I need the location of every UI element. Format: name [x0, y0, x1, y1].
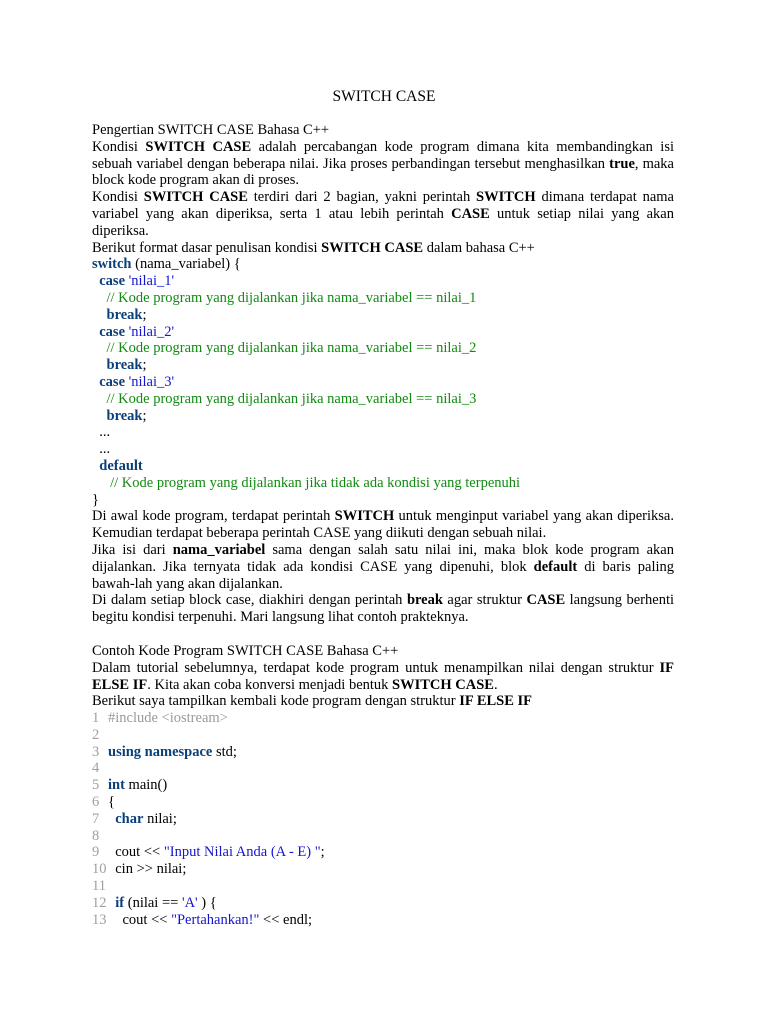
section1-explanation	[92, 508, 674, 626]
paragraph	[92, 139, 674, 189]
code-text: std;	[212, 743, 237, 760]
code-line	[92, 811, 674, 828]
code-keyword: default	[99, 457, 143, 474]
text-run: Di awal kode program, terdapat perintah	[92, 508, 335, 525]
code-line	[92, 895, 674, 912]
code-line	[92, 408, 674, 425]
code-text: cout <<	[108, 844, 164, 861]
text-run: Di dalam setiap block case, diakhiri dengan perintah	[92, 592, 407, 609]
bold-text: CASE	[526, 592, 566, 609]
code-keyword: if	[115, 894, 125, 911]
paragraph	[92, 542, 674, 592]
spacer	[92, 626, 674, 643]
code-keyword: switch	[92, 256, 132, 273]
code-string: "Input Nilai Anda (A - E) "	[163, 844, 321, 861]
text-run: di baris paling bawah-lah yang akan dijalankan.	[92, 558, 674, 592]
bold-text: IF ELSE IF	[92, 659, 674, 693]
code-keyword: int	[108, 777, 125, 794]
paragraph	[92, 508, 674, 542]
code-text: ;	[142, 306, 147, 323]
code-text	[92, 408, 107, 424]
code-line	[92, 760, 674, 777]
line-number: 9	[92, 844, 100, 861]
text-run: Kondisi	[92, 189, 144, 206]
code-text: (nama_variabel) {	[131, 256, 241, 273]
code-text	[92, 391, 107, 407]
code-line	[92, 727, 674, 744]
text-run: Berikut saya tampilkan kembali kode program dengan struktur	[92, 693, 460, 710]
code-text: << endl;	[259, 911, 313, 928]
code-line	[92, 340, 674, 357]
bold-text: SWITCH	[334, 508, 395, 525]
code-string: 'A'	[181, 894, 198, 911]
text-run: , maka block kode program akan di proses.	[92, 155, 674, 189]
document-body	[92, 122, 674, 928]
code-comment: // Kode program yang dijalankan jika tidak ada kondisi yang terpenuhi	[110, 474, 521, 491]
text-run: adalah percabangan kode program dimana kita membandingkan isi sebuah variabel dengan beberapa nilai. Jika proses perbandingan tersebut menghasilkan	[92, 138, 675, 172]
code-line	[92, 441, 674, 458]
code-line	[92, 744, 674, 761]
code-text: cin >> nilai;	[108, 861, 187, 878]
code-keyword: case	[99, 273, 126, 290]
line-number: 2	[92, 726, 100, 743]
code-line	[92, 357, 674, 374]
code-line	[92, 256, 674, 273]
code-line	[92, 828, 674, 845]
code-line	[92, 458, 674, 475]
code-line	[92, 273, 674, 290]
line-number: 11	[92, 878, 106, 895]
code-text: ) {	[197, 894, 217, 911]
paragraph	[92, 592, 674, 626]
bold-text: SWITCH CASE	[145, 138, 252, 155]
code-keyword: break	[106, 407, 143, 424]
text-run: Dalam tutorial sebelumnya, terdapat kode program untuk menampilkan nilai dengan struktur	[92, 659, 660, 676]
bold-text: CASE	[451, 205, 490, 222]
line-number: 3	[92, 743, 100, 760]
bold-text: break	[406, 592, 443, 609]
code-text: ...	[92, 441, 111, 458]
code-comment: // Kode program yang dijalankan jika nama_variabel == nilai_1	[106, 289, 477, 306]
code-line	[92, 374, 674, 391]
bold-text: true	[609, 155, 635, 172]
line-number: 1	[92, 710, 100, 727]
code-string: 'nilai_3'	[125, 373, 175, 390]
line-number: 12	[92, 894, 107, 911]
bold-text: default	[533, 558, 578, 575]
code-comment: // Kode program yang dijalankan jika nama_variabel == nilai_3	[106, 390, 477, 407]
code-text	[92, 290, 107, 306]
code-text: #include <iostream>	[108, 710, 228, 727]
section1-intro	[92, 139, 674, 257]
code-text	[92, 357, 107, 373]
text-run: untuk setiap nilai yang akan diperiksa.	[92, 205, 674, 239]
line-number: 6	[92, 794, 100, 811]
paragraph	[92, 660, 674, 694]
code-text: {	[108, 794, 115, 811]
text-run: dimana terdapat nama variabel yang akan diperiksa, serta 1 atau lebih perintah	[92, 189, 674, 222]
code-text: ;	[320, 844, 325, 861]
paragraph	[92, 189, 674, 239]
code-line	[92, 307, 674, 324]
text-run: agar struktur	[442, 592, 527, 609]
switch-syntax-code-block	[92, 256, 674, 508]
section1-heading: Pengertian SWITCH CASE Bahasa C++	[92, 122, 330, 138]
paragraph	[92, 240, 674, 257]
text-run: .	[493, 676, 498, 693]
code-keyword: break	[106, 306, 143, 323]
code-keyword: case	[99, 373, 126, 390]
code-line	[92, 878, 674, 895]
text-run: sama dengan salah satu nilai ini, maka blok kode program akan dijalankan. Jika ternyata tidak ada kondisi CASE yang dipenuhi, blok	[92, 541, 674, 575]
code-string: 'nilai_2'	[125, 323, 175, 340]
section2-heading: Contoh Kode Program SWITCH CASE Bahasa C++	[92, 642, 399, 659]
code-line	[92, 492, 674, 509]
code-keyword: char	[115, 810, 144, 827]
line-number: 10	[92, 861, 107, 878]
paragraph	[92, 693, 674, 710]
text-run: Berikut format dasar penulisan kondisi	[92, 239, 322, 256]
text-run: terdiri dari 2 bagian, yakni perintah	[247, 189, 477, 206]
line-number: 5	[92, 777, 100, 794]
code-line	[92, 710, 674, 727]
code-text: ;	[142, 357, 147, 374]
numbered-code-block	[92, 710, 674, 928]
code-line	[92, 391, 674, 408]
code-line	[92, 861, 674, 878]
code-text	[92, 307, 107, 323]
code-text: (nilai ==	[124, 894, 182, 911]
text-run: Kondisi	[92, 138, 146, 155]
text-run: dalam bahasa C++	[423, 239, 535, 256]
code-string: "Pertahankan!"	[171, 911, 260, 928]
bold-text: IF ELSE IF	[459, 693, 533, 710]
bold-text: SWITCH CASE	[392, 676, 494, 693]
bold-text: SWITCH CASE	[321, 239, 424, 256]
code-string: 'nilai_1'	[125, 273, 175, 290]
line-number: 4	[92, 760, 100, 777]
code-text: nilai;	[143, 810, 177, 827]
text-run: Jika isi dari	[92, 541, 173, 558]
code-keyword: break	[106, 357, 143, 374]
code-text: }	[92, 491, 99, 508]
line-number: 8	[92, 827, 100, 844]
code-text: ...	[92, 424, 111, 441]
section2-intro	[92, 660, 674, 710]
text-run: untuk menginput variabel yang akan diperiksa. Kemudian terdapat beberapa perintah CASE yang diikuti dengan sebuah nilai.	[92, 508, 674, 542]
code-line	[92, 794, 674, 811]
bold-text: SWITCH	[476, 189, 536, 206]
code-text	[92, 475, 110, 491]
code-line	[92, 424, 674, 441]
line-number: 7	[92, 810, 100, 827]
code-line	[92, 475, 674, 492]
code-text: ;	[142, 407, 147, 424]
code-line	[92, 912, 674, 929]
code-keyword: case	[99, 323, 126, 340]
code-line	[92, 324, 674, 341]
code-line	[92, 777, 674, 794]
bold-text: SWITCH CASE	[143, 189, 248, 206]
bold-text: nama_variabel	[172, 541, 266, 558]
code-line	[92, 844, 674, 861]
text-run: langsung berhenti begitu kondisi terpenuhi. Mari langsung lihat contoh prakteknya.	[92, 592, 674, 626]
code-text: main()	[124, 777, 168, 794]
text-run: . Kita akan coba konversi menjadi bentuk	[147, 676, 393, 693]
line-number: 13	[92, 911, 107, 928]
code-line	[92, 290, 674, 307]
code-comment: // Kode program yang dijalankan jika nama_variabel == nilai_2	[106, 340, 477, 357]
code-keyword: using namespace	[108, 743, 213, 760]
code-text	[92, 340, 107, 356]
code-text: cout <<	[108, 911, 172, 928]
document-title: SWITCH CASE	[332, 88, 436, 105]
